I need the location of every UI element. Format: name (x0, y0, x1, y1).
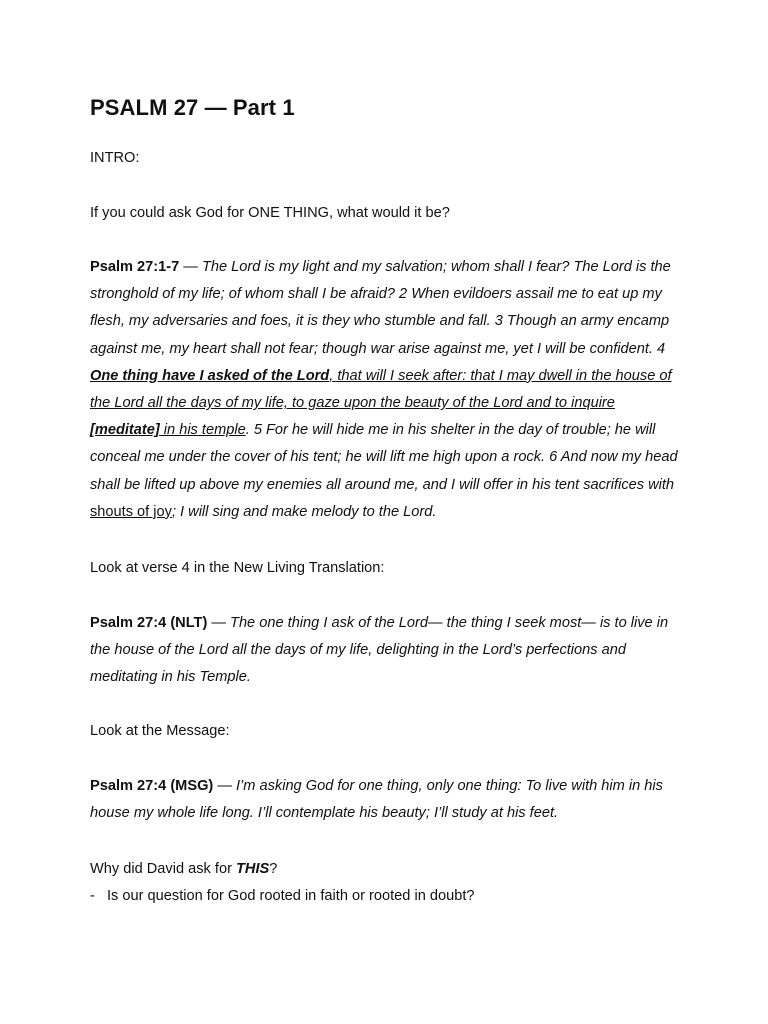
underlined-text: in his temple (159, 422, 246, 439)
passage-text: The one thing I ask of the Lord— the thing I seek most— is to live in the house of the Lord all the days of my life, delighting in the Lord’s perfections and meditating in his Temple. (90, 615, 669, 685)
passage-text: The Lord is my light and my salvation; whom shall I fear? The Lord is the stronghold of my life; of whom shall I be afraid? 2 When evildoers assail me to eat up my flesh, my adversaries and foes, it is they who stumble and fall. 3 Though an army encamp against me, my heart shall not fear; though war arise against me, yet I will be confident. 4 (90, 259, 671, 357)
passage-psalm-27-4-msg (90, 773, 680, 827)
underlined-text: , that will I seek after: that I may dwell in the house of the Lord all the days of my life, to gaze upon the beauty of the Lord and to inquire (90, 367, 672, 412)
why-text: Why did David ask for (90, 861, 236, 877)
nlt-intro: Look at verse 4 in the New Living Translation: (90, 560, 385, 576)
passage-text: . 5 For he will hide me in his shelter in the day of trouble; he will conceal me under the cover of his tent; he will lift me high upon a rock. 6 And now my head shall be lifted up above my enemies all around me, and I will offer in his tent sacrifices with (90, 422, 678, 493)
why-emphasis: THIS (236, 861, 270, 877)
bullet-point (90, 883, 475, 910)
meditate-note: [meditate] (90, 422, 160, 439)
why-text-end: ? (269, 861, 278, 877)
page-title: PSALM 27 — Part 1 (90, 95, 295, 120)
passage-reference: Psalm 27:4 (MSG) (90, 778, 214, 794)
underlined-phrase: shouts of joy (90, 503, 172, 520)
bullet-dash: - (90, 888, 95, 904)
opening-question: If you could ask God for ONE THING, what would it be? (90, 205, 450, 221)
intro-label: INTRO: (90, 150, 140, 166)
passage-reference: Psalm 27:4 (NLT) (90, 615, 208, 631)
passage-psalm-27-1-7 (90, 254, 680, 526)
passage-text: I’m asking God for one thing, only one thing: To live with him in his house my whole life long. I’ll contemplate his beauty; I’ll study at his feet. (90, 778, 663, 821)
bullet-text: Is our question for God rooted in faith or rooted in doubt? (107, 888, 475, 904)
msg-intro: Look at the Message: (90, 723, 230, 739)
passage-psalm-27-4-nlt (90, 610, 680, 691)
em-dash: — (207, 615, 231, 631)
em-dash: — (179, 259, 202, 275)
why-question (90, 856, 680, 883)
highlighted-phrase: One thing have I asked of the Lord (90, 367, 330, 384)
passage-reference: Psalm 27:1-7 (90, 259, 180, 275)
em-dash: — (213, 778, 236, 794)
passage-text: ; I will sing and make melody to the Lord. (171, 503, 437, 520)
